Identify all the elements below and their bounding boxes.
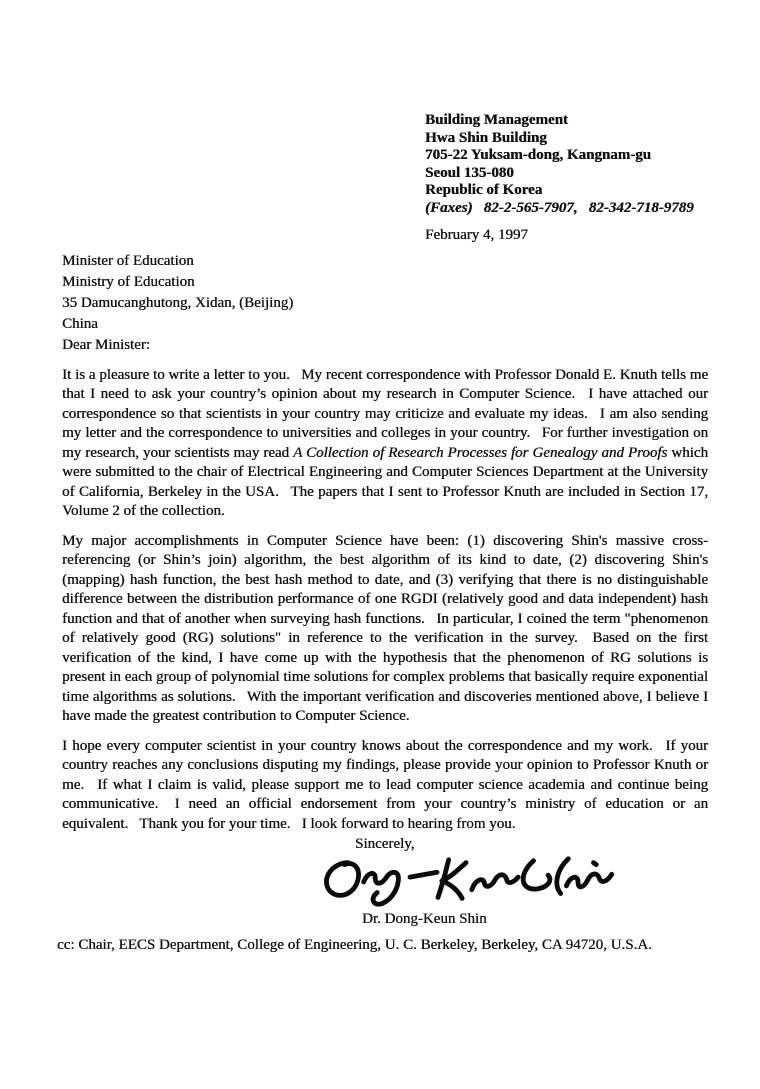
paragraph-1-text: It is a pleasure to write a letter to you. My recent correspondence with Professor Donald E. Knuth tells me that I need to ask your country’s opinion about my research in Computer Science. I have attached our correspondence so that scientists in your country may criticize and evaluate my ideas. I am also sending my letter and the correspondence to universities and colleges in your country. For further investigation on my research, your scientists may read xyxy=(62,366,708,461)
signoff: Sincerely, xyxy=(355,836,415,853)
body-paragraph-1 xyxy=(62,366,708,522)
body-paragraph-3: I hope every computer scientist in your country knows about the correspondence and my work. If your country reaches any conclusions disputing my findings, please provide your opinion to Professor Knuth or me. If what I claim is valid, please support me to lead computer science academia and continue being communicative. I need an official endorsement from your country’s ministry of education or an equivalent. Thank you for your time. I look forward to hearing from you. xyxy=(62,737,708,832)
recipient-line: Minister of Education xyxy=(62,252,194,269)
sender-address-line: Hwa Shin Building xyxy=(425,129,547,146)
typed-name: Dr. Dong-Keun Shin xyxy=(362,911,487,928)
recipient-line: Ministry of Education xyxy=(62,273,195,290)
recipient-address-block xyxy=(62,251,708,335)
letter-content xyxy=(57,112,708,956)
sender-address-block xyxy=(425,112,708,218)
italic-book-title: A Collection of Research Processes for Genealogy and Proofs xyxy=(293,444,668,461)
salutation: Dear Minister: xyxy=(62,336,150,353)
sender-address-line: 705-22 Yuksam-dong, Kangnam-gu xyxy=(425,147,652,164)
date-line: February 4, 1997 xyxy=(425,226,528,243)
body-paragraph-2: My major accomplishments in Computer Science have been: (1) discovering Shin's massive cross-referencing (or Shin’s join) algorithm, the best algorithm of its kind to date, (2) discovering Shin's (mapping) hash function, the best hash method to date, and (3) verifying that there is no distinguishable difference between the distribution performance of one RGDI (relatively good and data independent) hash function and that of another when surveying hash functions. In particular, I coined the term "phenomenon of relatively good (RG) solutions" in reference to the verification in the survey. Based on the first verification of the kind, I have come up with the hypothesis that the phenomenon of RG solutions is present in each group of polynomial time solutions for complex problems that basically require exponential time algorithms as solutions. With the important verification and discoveries mentioned above, I believe I have made the greatest contribution to Computer Science. xyxy=(62,532,708,725)
handwritten-signature xyxy=(310,853,708,909)
sender-address-line: Building Management xyxy=(425,112,568,128)
sender-address-line: Seoul 135-080 xyxy=(425,164,514,181)
fax-numbers-line: (Faxes) 82-2-565-7907, 82-342-718-9789 xyxy=(425,199,694,216)
recipient-line: 35 Damucanghutong, Xidan, (Beijing) xyxy=(62,294,294,311)
paragraph-1-text-continued: which were submitted to the chair of Electrical Engineering and Computer Sciences Department at the University of California, Berkeley in the USA. The papers that I sent to Professor Knuth are included in Section 17, Volume 2 of the collection. xyxy=(62,444,708,520)
recipient-line: China xyxy=(62,315,98,332)
sender-address-line: Republic of Korea xyxy=(425,182,543,199)
signature-image xyxy=(310,853,622,909)
cc-line: cc: Chair, EECS Department, College of Engineering, U. C. Berkeley, Berkeley, CA 94720, U.S.A. xyxy=(57,937,652,954)
